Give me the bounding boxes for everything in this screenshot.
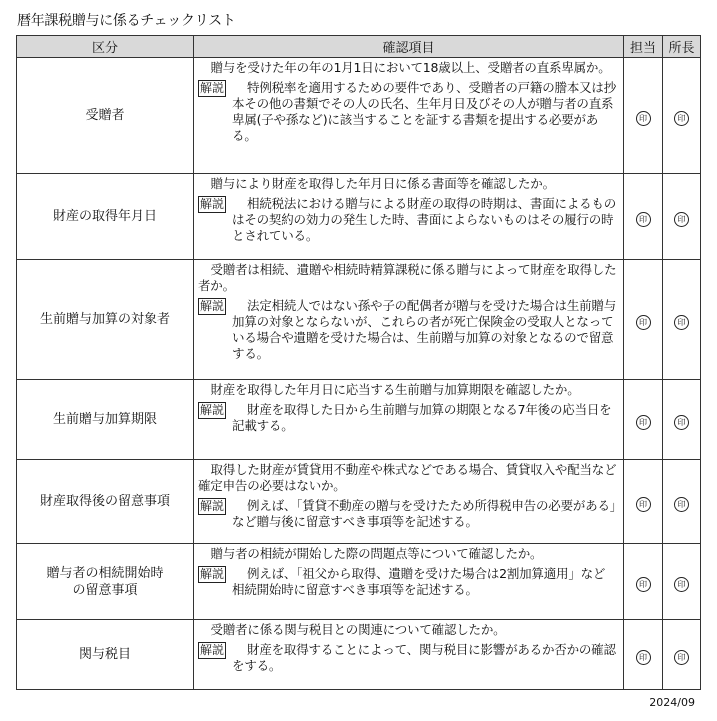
explanation-text: 相続税法における贈与による財産の取得の時期は、書面によるものはその契約の効力の発生した時、書面によらないものはその履行の時とされている。: [232, 196, 617, 243]
seal-stamp-icon: 印: [674, 111, 689, 126]
seal-stamp-icon: 印: [674, 577, 689, 592]
seal-stamp-icon: 印: [674, 650, 689, 665]
staff-stamp-cell[interactable]: [624, 58, 663, 174]
row-category: 受贈者: [17, 58, 194, 174]
seal-stamp-icon: 印: [636, 111, 651, 126]
row-question: 財産を取得した年月日に応当する生前贈与加算期限を確認したか。: [210, 382, 580, 397]
table-row: [17, 544, 701, 620]
table-row: [17, 58, 701, 174]
row-question: 贈与を受けた年の年の1月1日において18歳以上、受贈者の直系卑属か。: [210, 60, 611, 75]
header-category: 区分: [17, 36, 194, 58]
seal-stamp-icon: 印: [636, 650, 651, 665]
explanation-badge: 解説: [200, 403, 225, 417]
seal-stamp-icon: 印: [636, 577, 651, 592]
seal-stamp-icon: 印: [636, 315, 651, 330]
manager-stamp-cell[interactable]: [663, 58, 701, 174]
row-explanation: [198, 80, 617, 144]
row-category: 生前贈与加算期限: [17, 380, 194, 460]
revision-date: 2024/09: [649, 696, 695, 709]
row-question: 受贈者に係る関与税目との関連について確認したか。: [210, 622, 506, 637]
row-question: 贈与者の相続が開始した際の問題点等について確認したか。: [210, 546, 543, 561]
explanation-text: 財産を取得した日から生前贈与加算の期限となる7年後の応当日を記載する。: [232, 402, 612, 433]
table-row: [17, 620, 701, 690]
header-item: 確認項目: [194, 36, 624, 58]
manager-stamp-cell[interactable]: [663, 260, 701, 380]
row-category: 財産の取得年月日: [17, 174, 194, 260]
explanation-badge: 解説: [200, 81, 225, 95]
row-category: 関与税目: [17, 620, 194, 690]
row-category: 財産取得後の留意事項: [17, 460, 194, 544]
staff-stamp-cell[interactable]: [624, 260, 663, 380]
staff-stamp-cell[interactable]: [624, 620, 663, 690]
seal-stamp-icon: 印: [636, 212, 651, 227]
row-category: 生前贈与加算の対象者: [17, 260, 194, 380]
row-item: [194, 620, 624, 690]
header-manager: 所長: [663, 36, 701, 58]
explanation-text: 財産を取得することによって、関与税目に影響があるか否かの確認をする。: [232, 642, 616, 673]
staff-stamp-cell[interactable]: [624, 380, 663, 460]
row-explanation: [198, 402, 617, 434]
seal-stamp-icon: 印: [636, 415, 651, 430]
staff-stamp-cell[interactable]: [624, 460, 663, 544]
staff-stamp-cell[interactable]: [624, 174, 663, 260]
row-item: [194, 58, 624, 174]
row-explanation: [198, 498, 617, 530]
row-item: [194, 260, 624, 380]
row-explanation: [198, 298, 617, 362]
seal-stamp-icon: 印: [674, 497, 689, 512]
staff-stamp-cell[interactable]: [624, 544, 663, 620]
page-title: 暦年課税贈与に係るチェックリスト: [17, 13, 236, 29]
row-item: [194, 174, 624, 260]
manager-stamp-cell[interactable]: [663, 380, 701, 460]
explanation-badge: 解説: [200, 499, 225, 513]
row-item: [194, 380, 624, 460]
row-category: 贈与者の相続開始時 の留意事項: [17, 544, 194, 620]
explanation-badge: 解説: [200, 567, 225, 581]
table-row: [17, 174, 701, 260]
manager-stamp-cell[interactable]: [663, 544, 701, 620]
header-row: [17, 36, 701, 58]
header-staff: 担当: [624, 36, 663, 58]
explanation-badge: 解説: [200, 643, 225, 657]
explanation-text: 例えば、「賃貸不動産の贈与を受けたため所得税申告の必要がある」など贈与後に留意すべき事項等を記述する。: [232, 498, 616, 529]
row-item: [194, 544, 624, 620]
table-row: [17, 260, 701, 380]
row-explanation: [198, 566, 617, 598]
row-question: 贈与により財産を取得した年月日に係る書面等を確認したか。: [210, 176, 555, 191]
seal-stamp-icon: 印: [636, 497, 651, 512]
seal-stamp-icon: 印: [674, 415, 689, 430]
checklist-table: [16, 35, 701, 690]
row-item: [194, 460, 624, 544]
row-explanation: [198, 642, 617, 674]
explanation-text: 特例税率を適用するための要件であり、受贈者の戸籍の謄本又は抄本その他の書類でその人の氏名、生年月日及びその人が贈与者の直系卑属(子や孫など)に該当することを証する書類を提出する必要がある。: [232, 80, 617, 143]
explanation-badge: 解説: [200, 197, 225, 211]
manager-stamp-cell[interactable]: [663, 460, 701, 544]
manager-stamp-cell[interactable]: [663, 174, 701, 260]
explanation-text: 法定相続人ではない孫や子の配偶者が贈与を受けた場合は生前贈与加算の対象とならないが、これらの者が死亡保険金の受取人となっている場合や遺贈を受けた場合は、生前贈与加算の対象となるので留意する。: [232, 298, 617, 361]
explanation-text: 例えば、「祖父から取得、遺贈を受けた場合は2割加算適用」など相続開始時に留意すべき事項等を記述する。: [232, 566, 606, 597]
table-row: [17, 380, 701, 460]
explanation-badge: 解説: [200, 299, 225, 313]
manager-stamp-cell[interactable]: [663, 620, 701, 690]
row-explanation: [198, 196, 617, 244]
seal-stamp-icon: 印: [674, 315, 689, 330]
row-question: 受贈者は相続、遺贈や相続時精算課税に係る贈与によって財産を取得した者か。: [198, 262, 617, 293]
table-row: [17, 460, 701, 544]
seal-stamp-icon: 印: [674, 212, 689, 227]
row-question: 取得した財産が賃貸用不動産や株式などである場合、賃貸収入や配当など確定申告の必要はないか。: [198, 462, 617, 493]
